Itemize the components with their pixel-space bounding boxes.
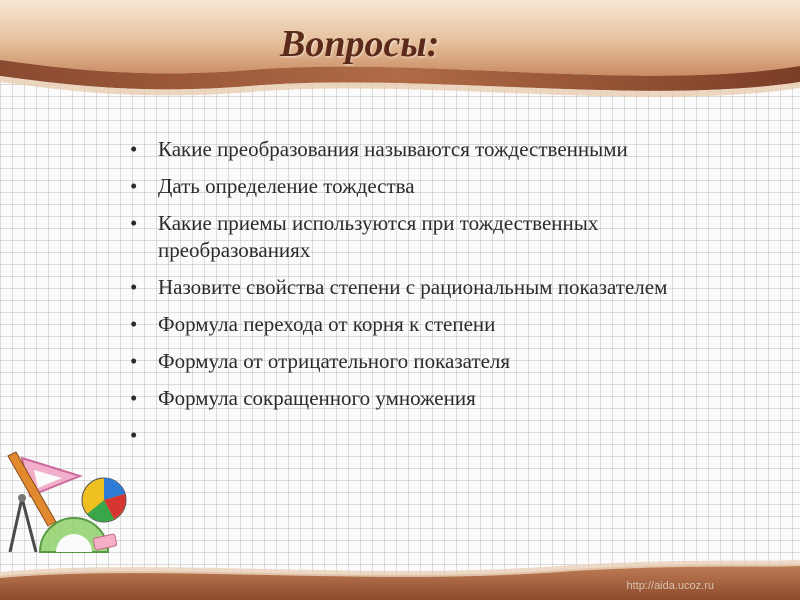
bottom-decor-band xyxy=(0,550,800,600)
list-item-text: Назовите свойства степени с рациональным показателем xyxy=(158,275,668,299)
list-item xyxy=(130,136,750,163)
list-item xyxy=(130,210,750,264)
bullet-icon: • xyxy=(130,275,138,299)
list-item xyxy=(130,311,750,338)
geometry-tools-icon xyxy=(0,448,150,558)
list-item-text: Формула перехода от корня к степени xyxy=(158,312,496,336)
bullet-icon: • xyxy=(130,349,138,373)
list-item-text: Какие преобразования называются тождественными xyxy=(158,137,628,161)
list-item xyxy=(130,173,750,200)
list-item-text: Какие приемы используются при тождественных преобразованиях xyxy=(158,211,599,262)
list-item-text: Формула сокращенного умножения xyxy=(158,386,476,410)
bullet-icon: • xyxy=(130,312,138,336)
bullet-icon: • xyxy=(130,423,138,447)
bullet-icon: • xyxy=(130,174,138,198)
list-item xyxy=(130,274,750,301)
watermark: http://aida.ucoz.ru xyxy=(626,580,714,592)
slide-title: Вопросы: xyxy=(280,23,440,65)
question-list xyxy=(130,136,750,459)
bullet-icon: • xyxy=(130,386,138,410)
list-item-text: Дать определение тождества xyxy=(158,174,415,198)
list-item xyxy=(130,422,750,449)
list-item xyxy=(130,385,750,412)
list-item xyxy=(130,348,750,375)
bullet-icon: • xyxy=(130,211,138,235)
list-item-text: Формула от отрицательного показателя xyxy=(158,349,511,373)
bullet-icon: • xyxy=(130,137,138,161)
